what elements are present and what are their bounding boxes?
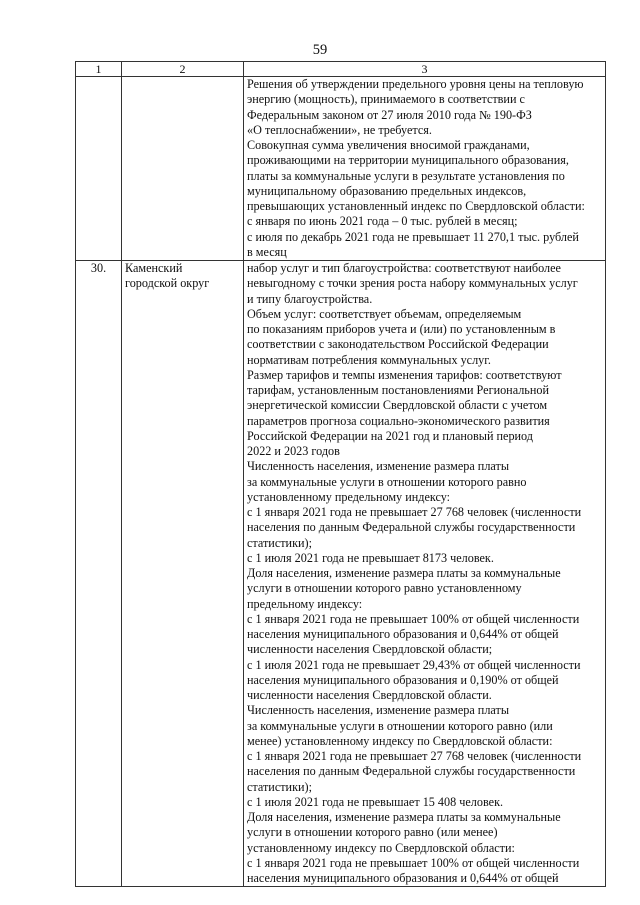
page-number: 59 — [312, 42, 328, 58]
document-table — [75, 61, 606, 887]
text-line: проживающими на территории муниципального образования, — [247, 153, 569, 168]
text-line: платы за коммунальные услуги в результате установления по — [247, 168, 565, 183]
text-line: тарифам, установленным постановлениями Региональной — [247, 383, 549, 397]
text-line: параметров прогноза социально-экономического развития — [247, 413, 550, 428]
text-line: Совокупная сумма увеличения вносимой гражданами, — [247, 138, 530, 152]
municipality-name-cell — [122, 261, 244, 887]
column-number-header-3: 3 — [244, 62, 606, 77]
table-header-row — [76, 62, 606, 77]
text-line: энергетической комиссии Свердловской области с учетом — [247, 398, 548, 413]
text-line: энергию (мощность), принимаемого в соответствии с — [247, 92, 525, 107]
text-line: Решения об утверждении предельного уровня цены на тепловую — [247, 77, 584, 91]
row-number-cell: 30. — [76, 261, 122, 887]
text-line: численности населения Свердловской области; — [247, 642, 493, 657]
text-line: невыгодному с точки зрения роста набору коммунальных услуг — [247, 276, 578, 291]
text-line: установленному индексу по Свердловской области: — [247, 840, 515, 855]
text-line: Каменский — [125, 261, 183, 275]
text-line: 2022 и 2023 годов — [247, 444, 340, 458]
text-line: с 1 июля 2021 года не превышает 29,43% от общей численности — [247, 657, 581, 672]
description-cell — [244, 261, 606, 887]
text-line: населения по данным Федеральной службы государственности — [247, 520, 576, 535]
text-line: установленному предельному индексу: — [247, 489, 451, 504]
text-line: городской округ — [125, 276, 210, 291]
text-line: статистики); — [247, 535, 312, 550]
text-line: численности населения Свердловской области. — [247, 688, 492, 702]
text-line: предельному индексу: — [247, 596, 363, 611]
text-line: и типу благоустройства. — [247, 291, 373, 306]
municipality-name-cell — [122, 77, 244, 261]
row-number-cell — [76, 77, 122, 261]
column-number-header-2: 2 — [122, 62, 244, 77]
text-line: с 1 января 2021 года не превышает 100% от общей численности — [247, 611, 580, 626]
text-line: превышающих установленный индекс по Свердловской области: — [247, 199, 585, 213]
text-line: в месяц — [247, 244, 287, 259]
text-line: с июля по декабрь 2021 года не превышает 11 270,1 тыс. рублей — [247, 229, 579, 244]
text-line: населения муниципального образования и 0,644% от общей — [247, 871, 559, 885]
text-line: статистики); — [247, 779, 312, 794]
text-line: менее) установленному индексу по Свердловской области: — [247, 733, 553, 748]
text-line: населения муниципального образования и 0,190% от общей — [247, 672, 559, 687]
table-row-continuation — [76, 77, 606, 261]
text-line: Федеральным законом от 27 июля 2010 года № 190-ФЗ — [247, 107, 532, 122]
text-line: соответствии с законодательством Российской Федерации — [247, 337, 549, 352]
text-line: с 1 июля 2021 года не превышает 15 408 человек. — [247, 794, 504, 809]
text-line: услуги в отношении которого равно (или менее) — [247, 825, 498, 840]
text-line: Численность населения, изменение размера платы — [247, 459, 510, 474]
text-line: Доля населения, изменение размера платы за коммунальные — [247, 566, 561, 580]
text-line: за коммунальные услуги в отношении которого равно — [247, 474, 527, 489]
text-line: с 1 января 2021 года не превышает 27 768 человек (численности — [247, 749, 582, 763]
text-line: Численность населения, изменение размера платы — [247, 703, 510, 718]
column-number-header-1: 1 — [76, 62, 122, 77]
text-line: с 1 января 2021 года не превышает 100% от общей численности — [247, 855, 580, 870]
description-cell — [244, 77, 606, 261]
text-line: услуги в отношении которого равно установленному — [247, 581, 522, 596]
text-line: населения муниципального образования и 0,644% от общей — [247, 627, 559, 641]
text-line: по показаниям приборов учета и (или) по установленным в — [247, 322, 556, 336]
text-line: нормативам потребления коммунальных услуг. — [247, 352, 491, 367]
text-line: с 1 июля 2021 года не превышает 8173 человек. — [247, 550, 494, 565]
table-row-30 — [76, 261, 606, 887]
text-line: Размер тарифов и темпы изменения тарифов: соответствуют — [247, 367, 562, 382]
text-line: с января по июнь 2021 года – 0 тыс. рублей в месяц; — [247, 214, 518, 229]
text-line: «О теплоснабжении», не требуется. — [247, 122, 432, 137]
text-line: за коммунальные услуги в отношении которого равно (или — [247, 718, 553, 733]
text-line: населения по данным Федеральной службы государственности — [247, 764, 576, 779]
text-line: набор услуг и тип благоустройства: соответствуют наиболее — [247, 261, 561, 275]
text-line: Доля населения, изменение размера платы за коммунальные — [247, 810, 561, 824]
text-line: с 1 января 2021 года не превышает 27 768 человек (численности — [247, 505, 582, 519]
text-line: муниципальному образованию предельных индексов, — [247, 183, 527, 198]
text-line: Объем услуг: соответствует объемам, определяемым — [247, 306, 522, 321]
text-line: Российской Федерации на 2021 год и плановый период — [247, 428, 533, 443]
